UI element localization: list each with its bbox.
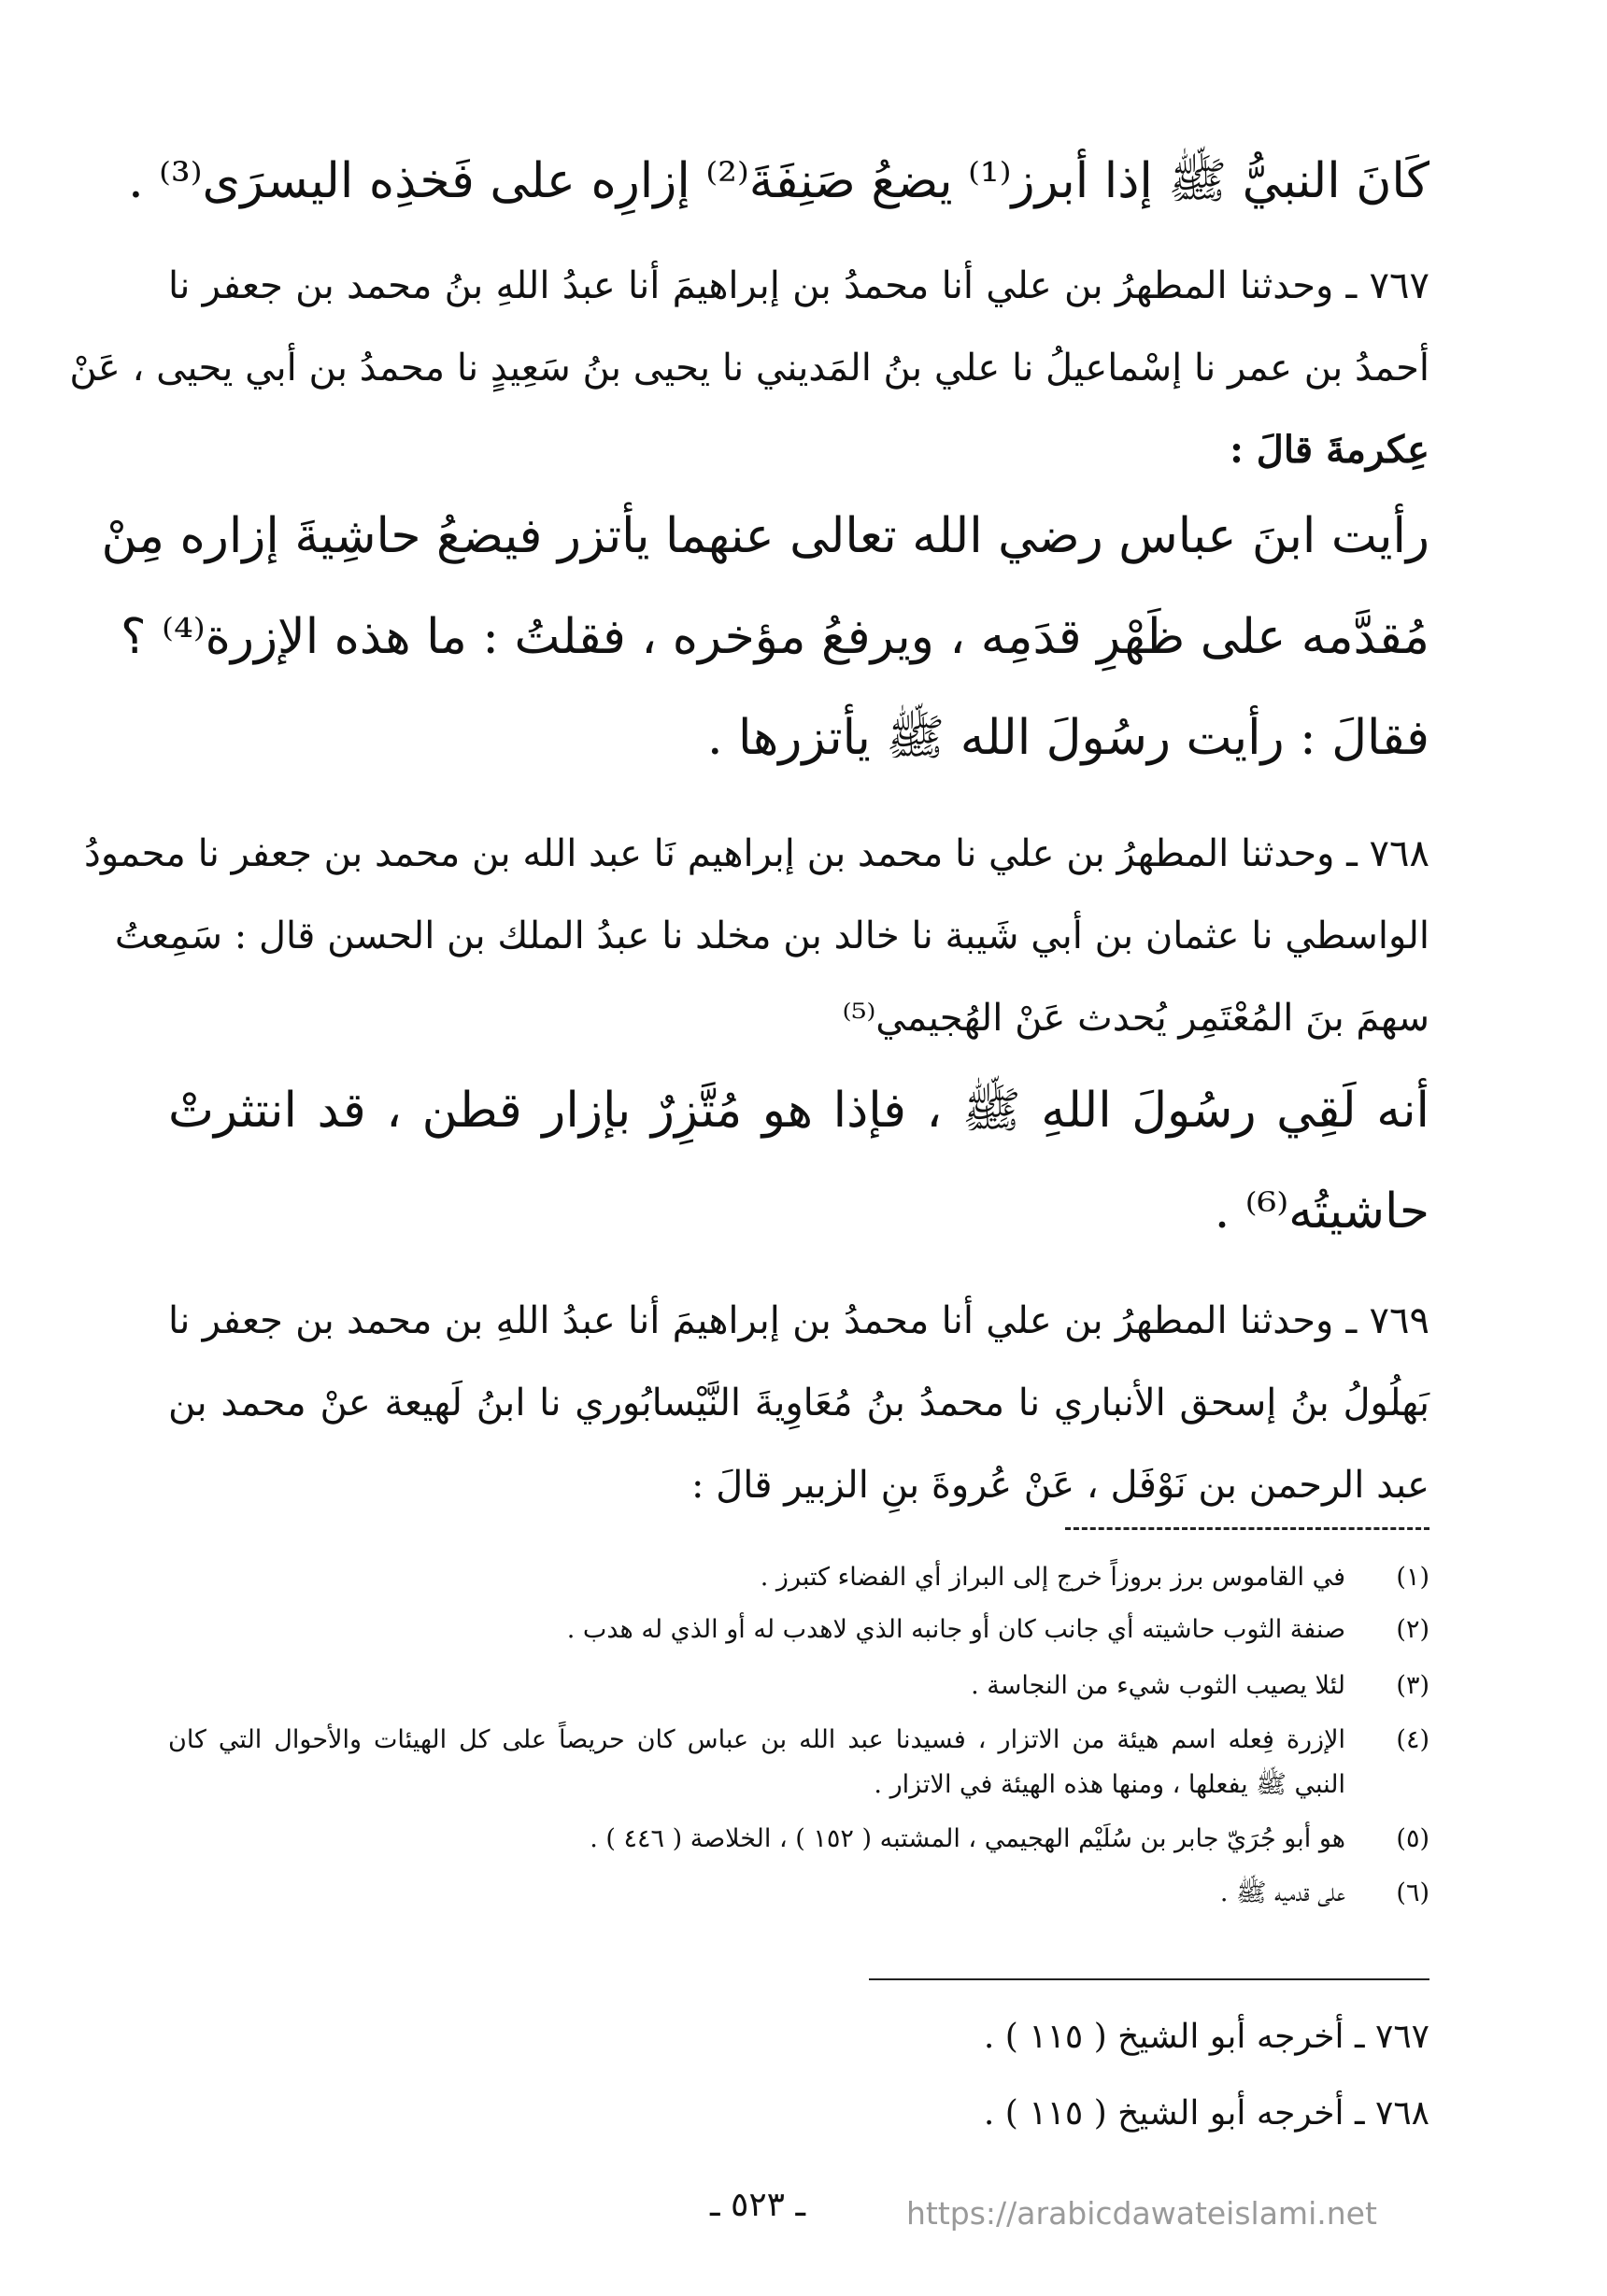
matn-767 [101,486,1429,788]
isnad-769 [168,1280,1429,1526]
footnote-marker: (٢) [1396,1615,1429,1644]
matn-line: حاشيتُه⁽⁶⁾ . [1214,1183,1429,1240]
matn-line: رأيت ابنَ عباس رضي الله تعالى عنهما يأتزر فيضعُ حاشِيةَ إزاره مِنْ [101,508,1429,564]
footnote-text: لئلا يصيب الثوب شيء من النجاسة . [971,1671,1345,1700]
footnote [168,1608,1429,1652]
footnote-marker: (٤) [1396,1725,1429,1754]
footnote [168,1664,1429,1708]
isnad-line: ٧٦٨ ـ وحدثنا المطهرُ بن علي نا محمد بن إبراهيم نَا عبد الله بن محمد بن جعفر نا محمودُ [84,832,1429,875]
footnote-marker: (٣) [1396,1671,1429,1700]
isnad-768 [84,813,1429,1059]
matn-line: فقالَ : رأيت رسُولَ الله ﷺ يأتزرها . [706,710,1429,766]
isnad-line: ٧٦٧ ـ وحدثنا المطهرُ بن علي أنا محمدُ بن إبراهيمَ أنا عبدُ اللهِ بنُ محمد بن جعفر نا [168,264,1429,307]
footnote-text: على قدميه ﷺ . [1219,1878,1345,1907]
footnotes [168,1555,1429,1916]
matn-line: مُقدَّمه على ظَهْرِ قدَمِه ، ويرفعُ مؤخره ، فقلتُ : ما هذه الإزرة⁽⁴⁾ ؟ [121,609,1429,665]
matn-768 [168,1060,1429,1262]
takhrij-767: ٧٦٧ ـ أخرجه أبو الشيخ ( ١١٥ ) . [983,2018,1429,2056]
takhrij-separator [869,1978,1429,1980]
isnad-767 [69,245,1429,491]
footnote-text: في القاموس برز بروزاً خرج إلى البراز أي الفضاء كتبرز . [760,1563,1345,1592]
page-number: ـ ٥٢٣ ـ [710,2186,806,2224]
matn-line: أنه لَقِي رسُولَ اللهِ ﷺ ، فإذا هو مُتَّزِرٌ بإزار قطن ، قد انتثرتْ [168,1083,1429,1139]
isnad-line: أحمدُ بن عمر نا إسْماعيلُ نا علي بنُ المَديني نا يحيى بنُ سَعِيدٍ نا محمدُ بن أبي يحيى ، عَنْ [69,347,1429,390]
footnote [168,1718,1429,1807]
footnote-text: الإزرة فِعله اسم هيئة من الاتزار ، فسيدنا عبد الله بن عباس كان حريصاً على كل الهيئات والأحوال التي كان [168,1725,1345,1754]
isnad-line: عبد الرحمن بن نَوْفَل ، عَنْ عُروةَ بنِ الزبير قالَ : [690,1464,1429,1507]
footnote-marker: (٥) [1396,1824,1429,1853]
footnote [168,1871,1429,1916]
takhrij-768: ٧٦٨ ـ أخرجه أبو الشيخ ( ١١٥ ) . [983,2094,1429,2133]
hadith-766-matn [128,131,1429,232]
watermark-url: https://arabicdawateislami.net [906,2195,1377,2232]
footnote-separator [1065,1527,1429,1530]
footnote-text: النبي ﷺ يفعلها ، ومنها هذه الهيئة في الاتزار . [874,1770,1345,1799]
matn-line: كَانَ النبيُّ ﷺ إذا أبرز⁽¹⁾ يضعُ صَنِفَةَ⁽²⁾ إزارِه على فَخذِه اليسرَى⁽³⁾ . [128,153,1429,209]
footnote [168,1555,1429,1600]
isnad-line: ٧٦٩ ـ وحدثنا المطهرُ بن علي أنا محمدُ بن إبراهيمَ أنا عبدُ اللهِ بن محمد بن جعفر نا [168,1299,1429,1342]
isnad-line: سهمَ بنَ المُعْتَمِر يُحدث عَنْ الهُجيمي⁽⁵⁾ [842,997,1429,1040]
isnad-line: عِكرمةَ قالَ : [1230,428,1429,472]
footnote-text: هو أبو جُرَيّ جابر بن سُلَيْم الهجيمي ، المشتبه ( ١٥٢ ) ، الخلاصة ( ٤٤٦ ) . [590,1824,1345,1853]
isnad-line: الواسطي نا عثمان بن أبي شَيبة نا خالد بن مخلد نا عبدُ الملك بن الحسن قال : سَمِعتُ [114,914,1429,957]
footnote-marker: (١) [1396,1563,1429,1592]
footnote-text: صنفة الثوب حاشيته أي جانب كان أو جانبه الذي لاهدب له أو الذي له هدب . [566,1615,1345,1644]
footnote-marker: (٦) [1396,1878,1429,1907]
isnad-line: بَهلُولُ بنُ إسحق الأنباري نا محمدُ بنُ مُعَاوِيةَ النَّيْسابُوري نا ابنُ لَهيعة عنْ محمد بن [168,1382,1429,1424]
footnote [168,1817,1429,1862]
